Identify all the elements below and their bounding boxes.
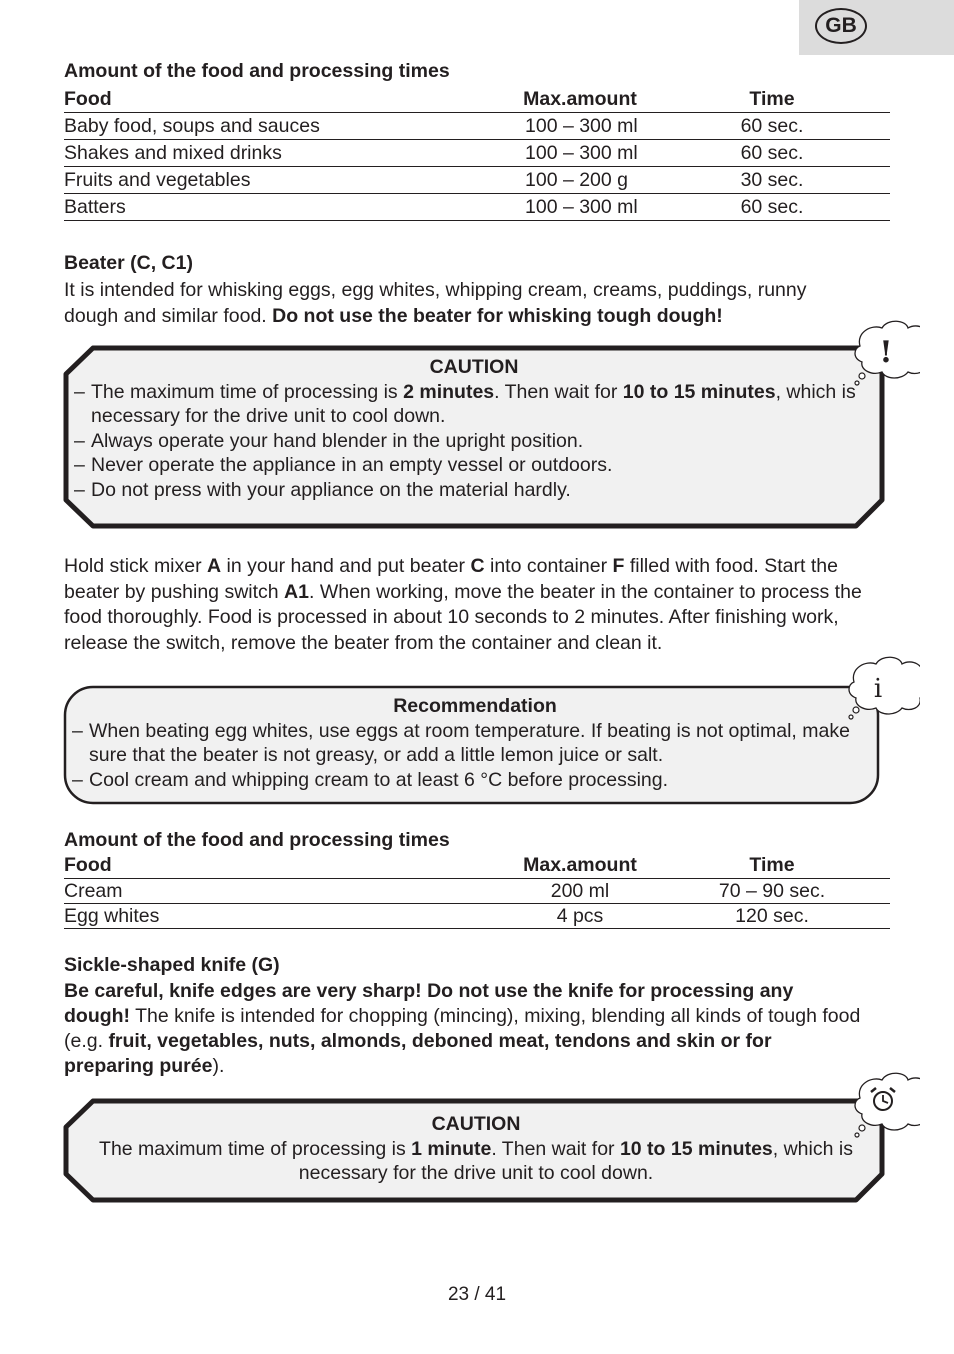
text: A [207,555,222,577]
cell-max-amount: 100 – 200 g [525,169,629,191]
text: filled with food. Start the beater by pushing switch [64,555,838,603]
svg-text:!: ! [879,335,893,370]
list-item: – Always operate your hand blender in the upright position. [74,429,584,452]
text: ). [212,1055,225,1077]
table1-title: Amount of the food and processing times [64,60,450,82]
text: Hold stick mixer [64,555,208,577]
list-item: – Cool cream and whipping cream to at least 6 °C before processing. [72,768,669,791]
cell-food: Batters [64,196,126,218]
usage-paragraph [64,554,890,656]
cell-food: Baby food, soups and sauces [64,115,320,137]
text: , which is necessary for the drive unit to cool down. [91,380,856,427]
header-food: Food [64,854,112,876]
text: The maximum time of processing is [91,380,404,403]
table-row [64,194,890,221]
text: Never operate the appliance in an empty vessel or outdoors. [91,454,613,476]
text: The knife is intended for chopping (mincing), mixing, blending all kinds of tough food (e.g. [64,1005,861,1052]
cell-time: 120 sec. [735,905,809,927]
cell-food: Egg whites [64,905,160,927]
list-item: – Never operate the appliance in an empty vessel or outdoors. [74,454,613,476]
knife-paragraph [64,979,864,1079]
text: in your hand and put beater [221,555,471,577]
text: 2 minutes [403,380,495,403]
text: 10 to 15 minutes [619,1137,773,1160]
beater-text: It is intended for whisking eggs, egg whites, whipping cream, creams, puddings, runny dough and similar food. [64,279,807,327]
cell-food: Shakes and mixed drinks [64,142,282,164]
table2-title: Amount of the food and processing times [64,829,450,851]
caution-box-2 [74,1112,878,1186]
text: Always operate your hand blender in the upright position. [91,429,584,452]
text: When beating egg whites, use eggs at room temperature. If beating is not optimal, make sure that the beater is not greasy, or add a little lemon juice or salt. [89,719,850,766]
table2 [64,853,890,929]
text: C [470,555,485,577]
cell-max-amount: 100 – 300 ml [525,196,638,218]
table-row [64,904,890,929]
list-item: – The maximum time of processing is 2 minutes. Then wait for 10 to 15 minutes, which is necessary for the drive unit to cool down. [74,380,856,427]
caution-box-1 [74,355,874,502]
table-header-row [64,86,890,113]
text: Be careful, knife edges are very sharp! Do not use the knife for processing any dough! [64,980,794,1027]
text: 10 to 15 minutes [622,380,776,403]
recommendation-title: Recommendation [393,695,557,717]
cell-max-amount: 100 – 300 ml [525,115,638,137]
recommendation-box [72,694,878,792]
caution-text [74,1137,878,1186]
text: , which is necessary for the drive unit to cool down. [298,1137,853,1184]
cell-time: 30 sec. [740,169,804,191]
table-row [64,140,890,167]
list-item: – When beating egg whites, use eggs at room temperature. If beating is not optimal, make sure that the beater is not greasy, or add a little lemon juice or salt. [72,719,850,766]
cell-time: 60 sec. [740,196,804,218]
svg-text:i: i [873,674,883,704]
header-food: Food [64,88,112,110]
language-tab [799,0,954,55]
text: Cool cream and whipping cream to at least 6 °C before processing. [89,768,669,791]
cell-food: Fruits and vegetables [64,169,251,191]
cell-time: 70 – 90 sec. [718,880,826,902]
table-row [64,879,890,904]
cell-food: Cream [64,880,123,902]
text: A1 [284,580,309,603]
text: 1 minute [411,1137,492,1160]
text: . When working, move the beater in the container to process the food thoroughly. Food is processed in about 10 seconds to 2 minutes. After finishing work, release the switch, remove the beater from the container and clean it. [64,580,862,654]
table-row [64,167,890,194]
list-item: – Do not press with your appliance on the material hardly. [74,478,571,501]
header-time: Time [749,854,795,876]
header-max-amount: Max.amount [523,854,637,876]
text: The maximum time of processing is [99,1137,412,1160]
caution-title: CAUTION [431,1113,521,1135]
knife-heading: Sickle-shaped knife (G) [64,954,280,976]
header-max-amount: Max.amount [523,88,637,110]
text: . Then wait for [491,1137,620,1160]
table-header-row [64,853,890,879]
text: into container [484,555,613,577]
beater-warning: Do not use the beater for whisking tough dough! [272,304,723,327]
cell-time: 60 sec. [740,115,804,137]
header-time: Time [749,88,795,110]
text: Do not press with your appliance on the material hardly. [91,478,571,501]
text: F [612,555,625,577]
cell-max-amount: 4 pcs [556,905,604,927]
table-row [64,113,890,140]
text: fruit, vegetables, nuts, almonds, deboned meat, tendons and skin or for preparing purée [64,1030,772,1077]
cell-time: 60 sec. [740,142,804,164]
page-number: 23 / 41 [447,1284,507,1305]
caution-title: CAUTION [429,356,519,378]
beater-heading: Beater (C, C1) [64,252,193,274]
text: . Then wait for [494,380,623,403]
cell-max-amount: 200 ml [550,880,610,902]
table1 [64,86,890,221]
language-badge: GB [815,8,867,44]
cell-max-amount: 100 – 300 ml [525,142,638,164]
